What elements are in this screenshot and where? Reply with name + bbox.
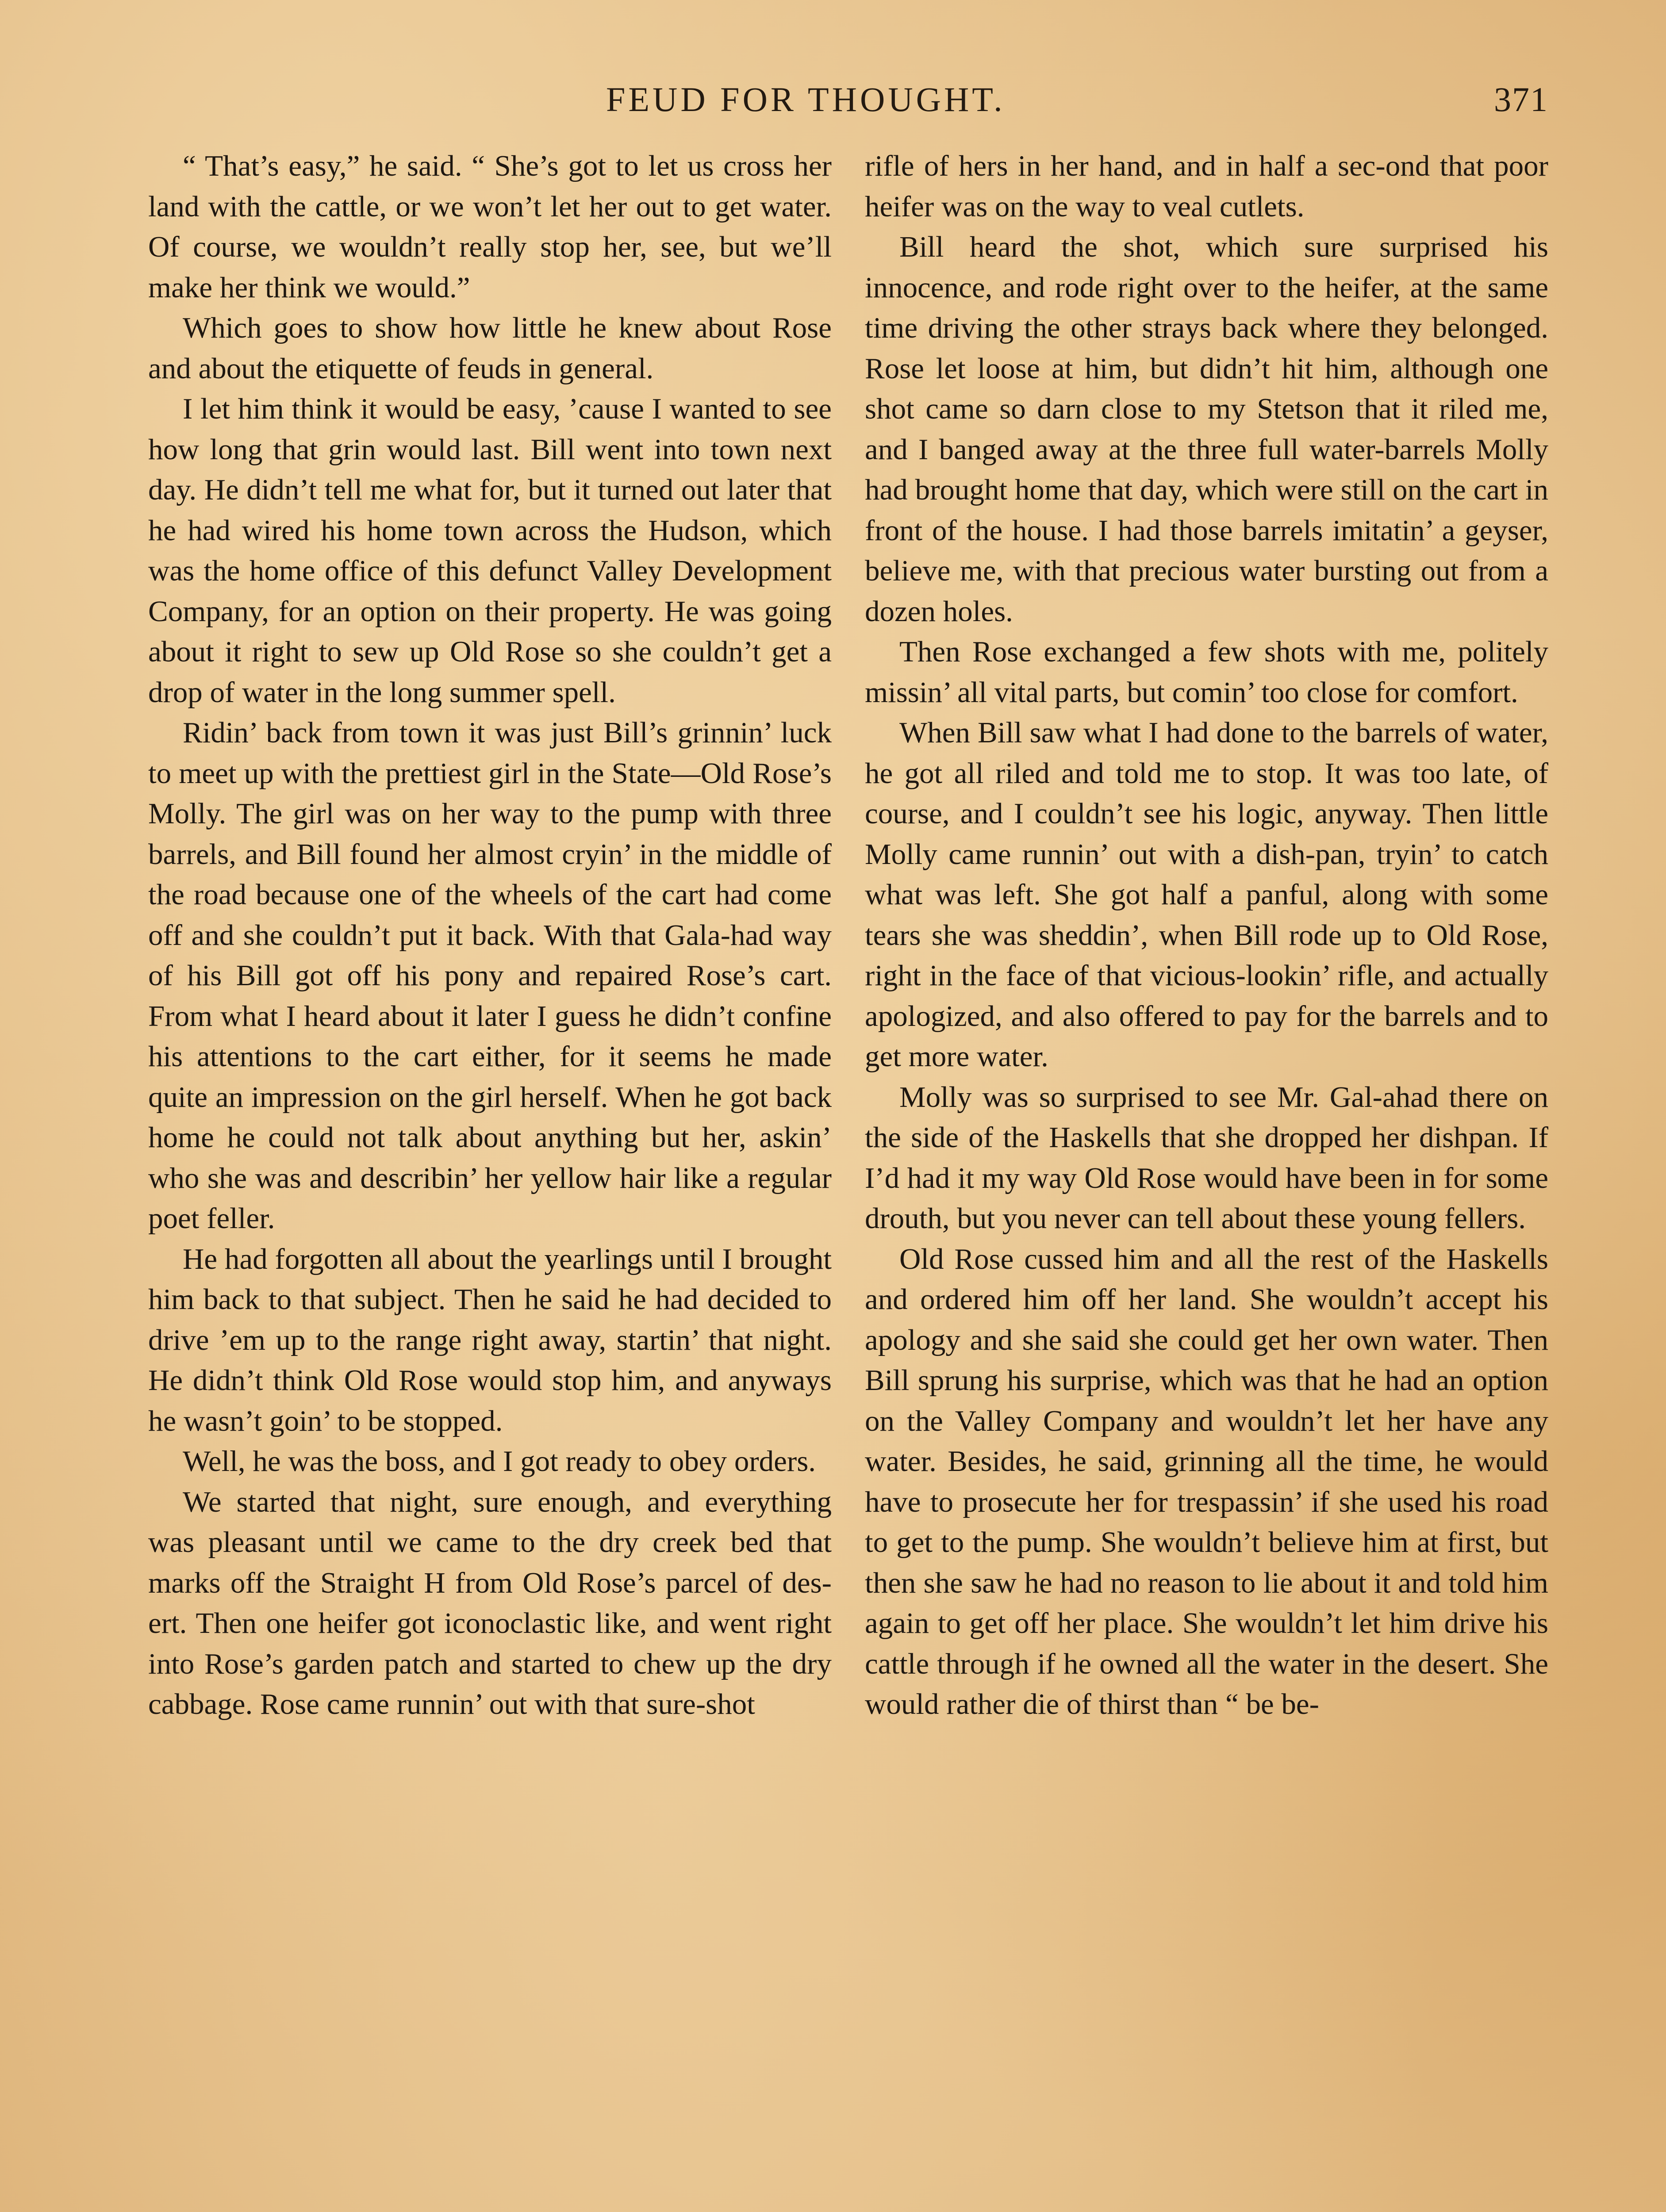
paragraph: Molly was so surprised to see Mr. Gal-ahad there on the side of the Haskells that she dropped her dishpan. If I’d had it my way Old Rose would have been in for some drouth, but you never can tell about these young fellers.: [865, 1080, 1548, 1235]
running-head: [146, 80, 1548, 128]
paragraph: Then Rose exchanged a few shots with me, politely missin’ all vital parts, but comin’ too close for comfort.: [865, 635, 1548, 709]
page-number: 371: [1494, 80, 1548, 119]
paragraph: When Bill saw what I had done to the barrels of water, he got all riled and told me to stop. It was too late, of course, and I couldn’t see his logic, anyway. Then little Molly came runnin’ out with a dish-pan, tryin’ to catch what was left. She got half a panful, along with some tears she was sheddin’, when Bill rode up to Old Rose, right in the face of that vicious-lookin’ rifle, and actually apologized, and also offered to pay for the barrels and to get more water.: [865, 716, 1548, 1073]
paragraph-continued: rifle of hers in her hand, and in half a sec-ond that poor heifer was on the way to veal cutlets.: [865, 150, 1548, 223]
paragraph: Old Rose cussed him and all the rest of the Haskells and ordered him off her land. She wouldn’t accept his apology and she said she could get her own water. Then Bill sprung his surprise, which was that he had an option on the Valley Company and wouldn’t let her have any water. Besides, he said, grinning all the time, he would have to prosecute her for trespassin’ if she used his road to get to the pump. She wouldn’t believe him at first, but then she saw he had no reason to lie about it and told him again to get off her place. She wouldn’t let him drive his cattle through if he owned all the water in the desert. She would rather die of thirst than “ be be-: [865, 1242, 1548, 1720]
paragraph: Well, he was the boss, and I got ready to obey orders.: [183, 1445, 816, 1478]
story-title: FEUD FOR THOUGHT.: [606, 80, 1006, 119]
paragraph: Ridin’ back from town it was just Bill’s grinnin’ luck to meet up with the prettiest girl in the State—Old Rose’s Molly. The girl was on her way to the pump with three barrels, and Bill found her almost cryin’ in the middle of the road because one of the wheels of the cart had come off and she couldn’t put it back. With that Gala-had way of his Bill got off his pony and repaired Rose’s cart. From what I heard about it later I guess he didn’t confine his attentions to the cart either, for it seems he made quite an impression on the girl herself. When he got back home he could not talk about anything but her, askin’ who she was and describin’ her yellow hair like a regular poet feller.: [148, 716, 832, 1235]
right-column: [865, 146, 1548, 1725]
paragraph: We started that night, sure enough, and everything was pleasant until we came to the dry creek bed that marks off the Straight H from Old Rose’s parcel of des-ert. Then one heifer got iconoclastic like, and went right into Rose’s garden patch and started to chew up the dry cabbage. Rose came runnin’ out with that sure-shot: [148, 1485, 832, 1720]
paragraph: “ That’s easy,” he said. “ She’s got to let us cross her land with the cattle, or we won’t let her out to get water. Of course, we wouldn’t really stop her, see, but we’ll make her think we would.”: [148, 150, 832, 304]
left-column: [148, 146, 832, 1725]
paragraph: He had forgotten all about the yearlings until I brought him back to that subject. Then he said he had decided to drive ’em up to the range right away, startin’ that night. He didn’t think Old Rose would stop him, and anyways he wasn’t goin’ to be stopped.: [148, 1242, 832, 1437]
paragraph: I let him think it would be easy, ’cause I wanted to see how long that grin would last. Bill went into town next day. He didn’t tell me what for, but it turned out later that he had wired his home town across the Hudson, which was the home office of this defunct Valley Development Company, for an option on their property. He was going about it right to sew up Old Rose so she couldn’t get a drop of water in the long summer spell.: [148, 392, 832, 709]
paragraph: Bill heard the shot, which sure surprised his innocence, and rode right over to the heifer, at the same time driving the other strays back where they belonged. Rose let loose at him, but didn’t hit him, although one shot came so darn close to my Stetson that it riled me, and I banged away at the three full water-barrels Molly had brought home that day, which were still on the cart in front of the house. I had those barrels imitatin’ a geyser, believe me, with that precious water bursting out from a dozen holes.: [865, 230, 1548, 628]
paragraph: Which goes to show how little he knew about Rose and about the etiquette of feuds in general.: [148, 311, 832, 385]
